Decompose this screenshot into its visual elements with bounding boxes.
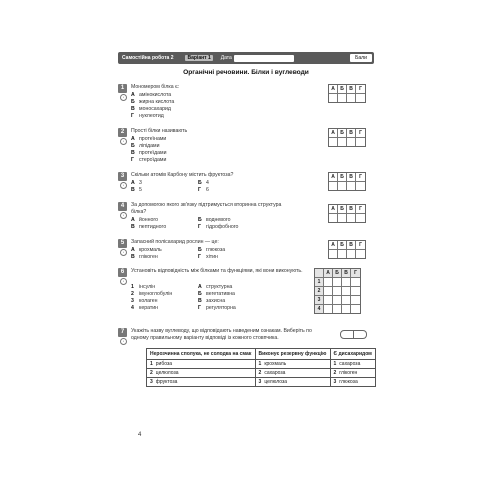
option-c[interactable]: В пептидного	[131, 224, 167, 230]
difficulty-icon: •	[120, 182, 127, 189]
table-row: 2 целюлоза 2 сахароза 2 глікоген	[147, 369, 376, 378]
answer-grid-q5[interactable]: А Б В Г	[328, 240, 366, 259]
option-a[interactable]: А 3	[131, 180, 142, 186]
option-a[interactable]: А протеїнами	[131, 136, 167, 142]
question-text: Прості білки називають	[131, 128, 188, 134]
option-a[interactable]: А крохмаль	[131, 247, 162, 253]
difficulty-icon: •	[120, 94, 127, 101]
option-a[interactable]: А йонного	[131, 217, 159, 223]
question-number: 4	[118, 202, 127, 211]
column-header: Є дисахаридом	[330, 349, 375, 360]
question-text: За допомогою якого зв'язку підтримується вторинна структура білка?	[131, 202, 282, 215]
variant-label: Варіант 1	[187, 55, 211, 61]
option-c[interactable]: В глікоген	[131, 254, 158, 260]
option-d[interactable]: Г нуклеотид	[131, 113, 164, 119]
option-c[interactable]: В протеїдами	[131, 150, 167, 156]
difficulty-icon: •	[120, 278, 127, 285]
difficulty-icon: •	[120, 338, 127, 345]
left-item-3: 3 колаген	[131, 298, 158, 304]
option-d[interactable]: Г хітин	[198, 254, 218, 260]
table-row: 3 фруктоза 3 целюлоза 3 глюкоза	[147, 378, 376, 387]
left-item-1: 1 інсулін	[131, 284, 156, 290]
left-item-2: 2 імуноглобулін	[131, 291, 173, 297]
question-text: Укажіть назву вуглеводу, що відповідають наведеним ознакам. Виберіть по одному правильному варіанту відповіді із кожного стовпчика.	[131, 328, 312, 341]
matching-grid-q6[interactable]: А Б В Г 1 2 3 4	[314, 268, 361, 314]
column-header: Нерозчинна сполука, не солодка на смак	[147, 349, 256, 360]
question-text: Запасний полісахарид рослин — це:	[131, 239, 219, 245]
answer-pair-q7[interactable]	[340, 330, 367, 339]
page-number: 4	[138, 432, 142, 438]
worksheet-page	[118, 52, 380, 452]
carbohydrate-table	[146, 348, 376, 387]
option-b[interactable]: Б ліпідами	[131, 143, 160, 149]
question-number: 3	[118, 172, 127, 181]
table-row: 1 рибоза 1 крохмаль 1 сахароза	[147, 360, 376, 369]
option-b[interactable]: Б 4	[198, 180, 209, 186]
right-item-b: Б вегетативна	[198, 291, 235, 297]
answer-grid-q1[interactable]: А Б В Г	[328, 84, 366, 103]
date-field[interactable]	[234, 55, 294, 62]
score-field[interactable]: Бали	[350, 54, 372, 62]
option-b[interactable]: Б глюкоза	[198, 247, 226, 253]
date-label: Дата	[220, 55, 232, 61]
option-d[interactable]: Г стероїдами	[131, 157, 167, 163]
right-item-d: Г регуляторна	[198, 305, 236, 311]
option-a[interactable]: А амінокислота	[131, 92, 172, 98]
left-item-4: 4 кератин	[131, 305, 159, 311]
header-bar	[118, 52, 374, 64]
page-title: Органічні речовини. Білки і вуглеводи	[183, 69, 309, 76]
question-number: 6	[118, 268, 127, 277]
option-b[interactable]: Б водневого	[198, 217, 231, 223]
difficulty-icon: •	[120, 249, 127, 256]
right-item-a: А структурна	[198, 284, 233, 290]
question-text: Установіть відповідність між білками та функціями, які вони виконують.	[131, 268, 303, 274]
option-d[interactable]: Г 6	[198, 187, 209, 193]
question-text: Мономером білка є:	[131, 84, 180, 90]
option-d[interactable]: Г гідрофобного	[198, 224, 239, 230]
question-text: Скільки атомів Карбону містить фруктоза?	[131, 172, 234, 178]
answer-grid-q4[interactable]: А Б В Г	[328, 204, 366, 223]
difficulty-icon: •	[120, 138, 127, 145]
option-c[interactable]: В 5	[131, 187, 142, 193]
answer-grid-q3[interactable]: А Б В Г	[328, 172, 366, 191]
question-number: 7	[118, 328, 127, 337]
question-number: 1	[118, 84, 127, 93]
option-c[interactable]: В моносахарид	[131, 106, 171, 112]
answer-grid-q2[interactable]: А Б В Г	[328, 128, 366, 147]
question-number: 2	[118, 128, 127, 137]
option-b[interactable]: Б жирна кислота	[131, 99, 175, 105]
question-number: 5	[118, 239, 127, 248]
work-title: Самостійна робота 2	[122, 55, 174, 61]
right-item-c: В захисна	[198, 298, 226, 304]
difficulty-icon: •	[120, 212, 127, 219]
column-header: Виконує резервну функцію	[255, 349, 330, 360]
